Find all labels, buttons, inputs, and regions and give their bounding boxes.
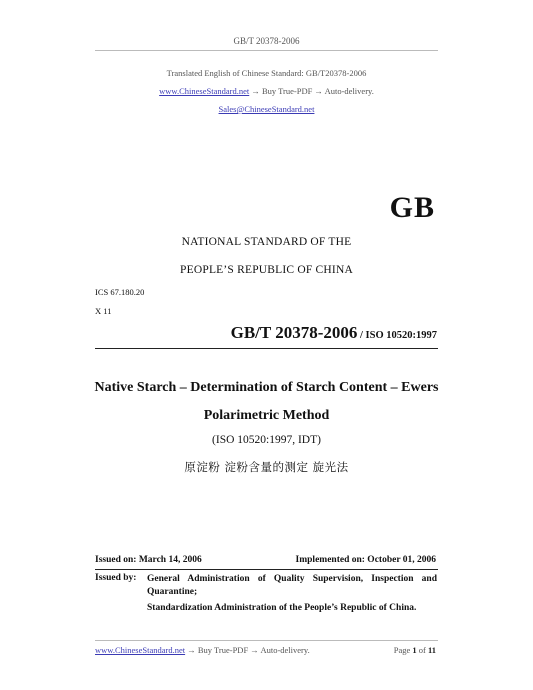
footer-buy-line — [95, 645, 310, 655]
national-standard-line2: PEOPLE’S REPUBLIC OF CHINA — [180, 264, 353, 276]
title-divider — [95, 348, 438, 349]
footer-buy-text: → Buy True-PDF → Auto-delivery. — [185, 645, 310, 655]
standard-number — [231, 323, 437, 343]
header-divider — [95, 50, 438, 51]
classification-code: X 11 — [95, 306, 112, 316]
iso-number: ISO 10520:1997 — [365, 330, 437, 341]
ics-code: ICS 67.180.20 — [95, 287, 145, 297]
sales-email-link[interactable]: Sales@ChineseStandard.net — [218, 104, 315, 114]
iso-equivalence: (ISO 10520:1997, IDT) — [212, 434, 321, 446]
title-line2: Polarimetric Method — [203, 408, 330, 423]
issued-on: Issued on: March 14, 2006 — [95, 555, 202, 565]
footer-divider — [95, 640, 438, 641]
site-link[interactable]: www.ChineseStandard.net — [159, 86, 250, 96]
page-of: of — [418, 645, 426, 655]
issue-divider — [95, 569, 438, 570]
chinese-title: 原淀粉 淀粉含量的测定 旋光法 — [184, 460, 349, 474]
header-doc-id: GB/T 20378-2006 — [233, 36, 300, 46]
gb-number: GB/T 20378-2006 — [230, 323, 358, 342]
title-line1: Native Starch – Determination of Starch Content – Ewers — [94, 380, 439, 395]
issued-by-label: Issued by: — [95, 573, 137, 583]
translated-notice: Translated English of Chinese Standard: GB/T20378-2006 — [166, 68, 367, 78]
page-current: 1 — [412, 645, 417, 655]
email-line — [0, 104, 533, 114]
buy-text: → Buy True-PDF → Auto-delivery. — [249, 86, 374, 96]
implemented-on: Implemented on: October 01, 2006 — [295, 555, 436, 565]
issued-by-agency2: Standardization Administration of the People’s Republic of China. — [147, 603, 417, 613]
issued-by-agency: General Administration of Quality Supervision, Inspection and Quarantine; — [147, 574, 437, 597]
national-standard-line1: NATIONAL STANDARD OF THE — [181, 236, 352, 248]
page-label: Page — [393, 645, 411, 655]
page-total: 11 — [427, 645, 436, 655]
footer-site-link[interactable]: www.ChineseStandard.net — [95, 645, 186, 655]
buy-line — [0, 86, 533, 96]
gb-logo: GB — [389, 191, 435, 224]
iso-separator: / — [357, 330, 366, 341]
page-indicator — [394, 645, 436, 655]
